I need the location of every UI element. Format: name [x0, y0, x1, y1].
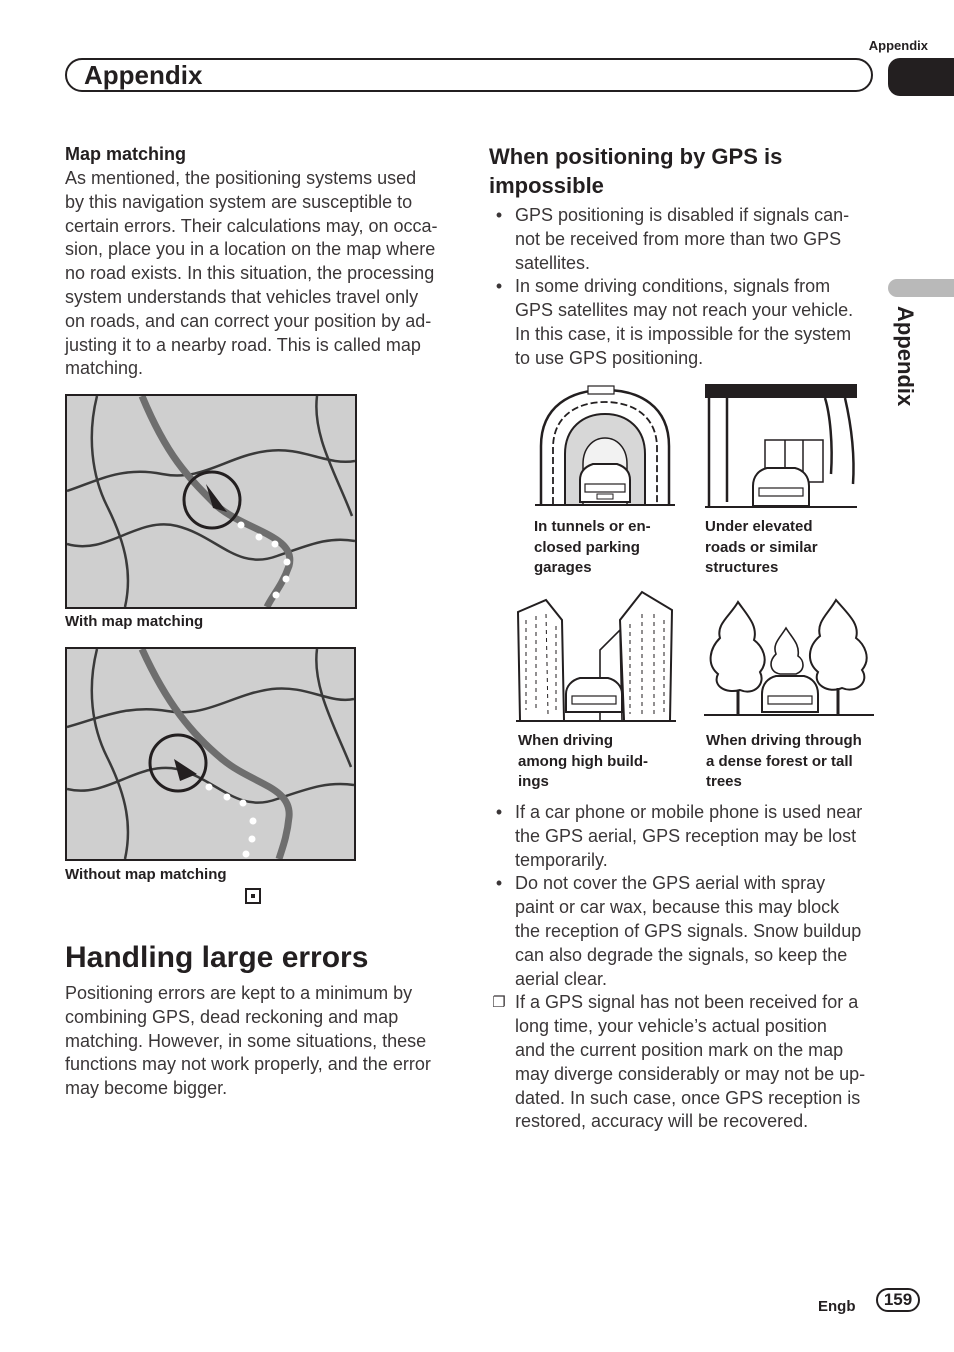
- caption-line: ings: [518, 773, 549, 791]
- text-line: certain errors. Their calculations may, on occa-: [65, 215, 438, 236]
- caption-line: When driving: [518, 732, 613, 749]
- text-line: If a car phone or mobile phone is used near: [515, 802, 863, 822]
- large-errors-heading: Handling large errors: [65, 941, 369, 974]
- text-line: restored, accuracy will be recovered.: [515, 1111, 809, 1132]
- caption-line: trees: [706, 773, 742, 791]
- tunnel-illustration: [535, 384, 675, 510]
- text-line: Positioning errors are kept to a minimum by: [65, 983, 413, 1003]
- text-line: paint or car wax, because this may block: [515, 897, 840, 918]
- text-line: GPS satellites may not reach your vehicle.: [515, 300, 854, 321]
- caption-line: When driving through: [706, 732, 862, 749]
- bullet-icon: •: [495, 276, 503, 297]
- side-section-label: Appendix: [893, 306, 918, 407]
- language-code: Engb: [818, 1298, 856, 1315]
- text-line: aerial clear.: [515, 968, 608, 989]
- bullet-item: [489, 801, 881, 872]
- text-line: to use GPS positioning.: [515, 347, 704, 368]
- text-line: on roads, and can correct your position by ad-: [65, 310, 432, 331]
- bullet-item: [489, 204, 881, 275]
- text-line: temporarily.: [515, 849, 608, 870]
- text-line: justing it to a nearby road. This is called map: [65, 334, 421, 355]
- page-number: 159: [876, 1288, 920, 1312]
- text-line: Do not cover the GPS aerial with spray: [515, 873, 826, 894]
- caption-line: Under elevated: [705, 518, 813, 535]
- caption-line: In tunnels or en-: [534, 518, 651, 535]
- bullet-item: [489, 872, 881, 991]
- caption-line: garages: [534, 559, 592, 577]
- caption-elevated: [705, 517, 875, 579]
- gps-bullets-top: [489, 204, 881, 371]
- section-end-icon: [245, 888, 261, 904]
- map-without-matching-figure: [65, 647, 356, 861]
- text-line: matching. However, in some situations, these: [65, 1030, 427, 1051]
- large-errors-paragraph: [65, 982, 460, 1101]
- text-line: the reception of GPS signals. Snow buildup: [515, 920, 862, 941]
- bullet-item: [489, 275, 881, 370]
- bullet-icon: •: [495, 802, 503, 822]
- caption-forest: [706, 731, 886, 793]
- text-line: may diverge considerably or may not be up-: [515, 1063, 866, 1084]
- text-line: the GPS aerial, GPS reception may be lost: [515, 825, 857, 846]
- text-line: no road exists. In this situation, the processing: [65, 263, 435, 284]
- text-line: If a GPS signal has not been received for a: [515, 992, 859, 1013]
- high-buildings-illustration: [516, 590, 676, 726]
- caption-line: a dense forest or tall: [706, 752, 853, 770]
- text-line: by this navigation system are susceptible to: [65, 191, 413, 212]
- caption-line: structures: [705, 559, 779, 577]
- map-with-matching-figure: [65, 394, 357, 609]
- caption-without-map-matching: Without map matching: [65, 866, 227, 883]
- gps-bullets-bottom: [489, 801, 881, 1134]
- text-line: and the current position mark on the map: [515, 1039, 844, 1060]
- text-line: combining GPS, dead reckoning and map: [65, 1006, 399, 1027]
- caption-with-map-matching: With map matching: [65, 613, 204, 630]
- text-line: long time, your vehicle’s actual position: [515, 1016, 827, 1037]
- bullet-icon: •: [495, 205, 503, 225]
- text-line: In this case, it is impossible for the system: [515, 323, 852, 344]
- forest-illustration: [704, 598, 874, 718]
- caption-line: roads or similar: [705, 538, 818, 556]
- text-line: As mentioned, the positioning systems used: [65, 168, 417, 188]
- text-line: satellites.: [515, 252, 591, 273]
- map-matching-paragraph: [65, 167, 460, 381]
- section-title: Appendix: [84, 60, 203, 90]
- heading-line: impossible: [489, 172, 604, 198]
- text-line: functions may not work properly, and the error: [65, 1054, 431, 1075]
- text-line: GPS positioning is disabled if signals can-: [515, 205, 850, 225]
- text-line: sion, place you in a location on the map where: [65, 239, 436, 260]
- side-tab-marker: [888, 279, 954, 297]
- text-line: system understands that vehicles travel only: [65, 286, 419, 307]
- checkbox-note-icon: ❐: [492, 994, 506, 1012]
- elevated-road-illustration: [705, 384, 857, 510]
- text-line: dated. In such case, once GPS reception is: [515, 1087, 861, 1108]
- map-matching-heading: Map matching: [65, 144, 187, 164]
- running-header-label: Appendix: [868, 38, 928, 53]
- header-tab-marker: [888, 58, 954, 96]
- caption-tunnel: [534, 517, 694, 579]
- caption-line: closed parking: [534, 538, 640, 556]
- gps-impossible-heading: [489, 143, 869, 200]
- note-item: [489, 991, 881, 1134]
- heading-line: When positioning by GPS is: [489, 144, 783, 169]
- caption-buildings: [518, 731, 688, 793]
- text-line: not be received from more than two GPS: [515, 228, 842, 249]
- text-line: In some driving conditions, signals from: [515, 276, 831, 297]
- text-line: may become bigger.: [65, 1078, 228, 1099]
- text-line: can also degrade the signals, so keep the: [515, 944, 848, 965]
- text-line: matching.: [65, 358, 144, 379]
- caption-line: among high build-: [518, 752, 648, 770]
- bullet-icon: •: [495, 873, 503, 894]
